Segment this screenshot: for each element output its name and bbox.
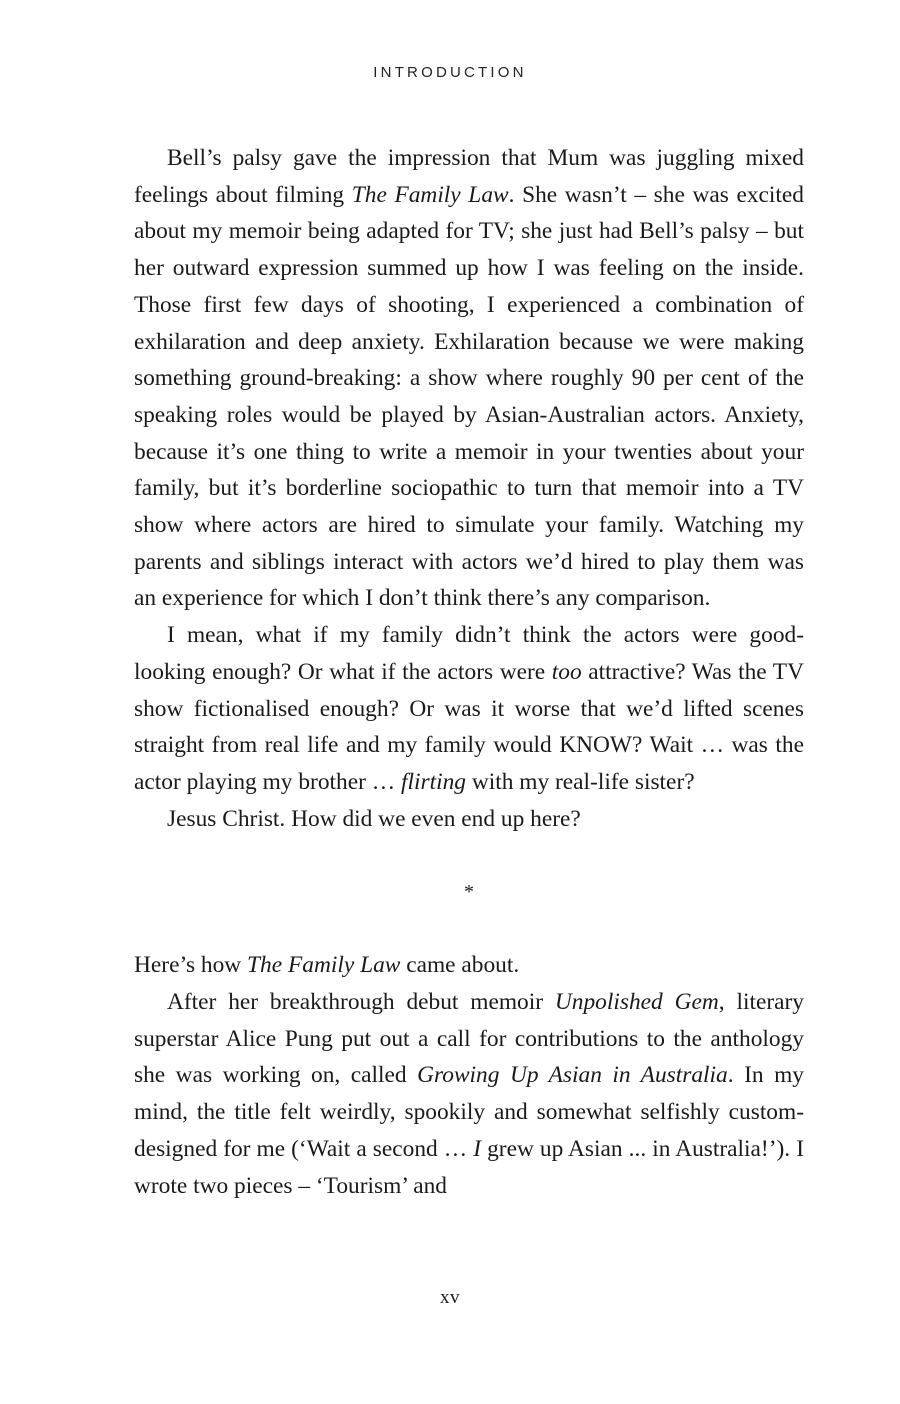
book-title: The Family Law [247,952,401,979]
text-run: I mean, what if my family didn’t think the actors were good-looking enough? Or what if the actors were [134,622,804,685]
text-run: with my real-life sister? [465,768,695,795]
body-text [134,140,804,1204]
text-run: . In my mind, the title felt weirdly, spookily and somewhat selfishly custom-designed for me (‘Wait a second … [134,1062,804,1162]
book-title: The Family Law [351,181,509,208]
emphasis: flirting [400,768,466,795]
paragraph-1 [134,140,804,617]
paragraph-5 [134,984,804,1204]
paragraph-4 [134,947,804,984]
text-run: attractive? Was the TV show fictionalised enough? Or was it worse that we’d lifted scenes straight from real life and my family would KNOW? Wait … was the actor playing my brother … [134,658,804,795]
text-run: . She wasn’t – she was excited about my memoir being adapted for TV; she just had Bell’s palsy – but her outward expression summed up how I was feeling on the inside. Those first few days of shooting, I experienced a combination of exhilaration and deep anxiety. Exhilaration because we were making something ground-breaking: a show where roughly 90 per cent of the speaking roles would be played by Asian-Australian actors. Anxiety, because it’s one thing to write a memoir in your twenties about your family, but it’s borderline sociopathic to turn that memoir into a TV show where actors are hired to simulate your family. Watching my parents and siblings interact with actors we’d hired to play them was an experience for which I don’t think there’s any comparison. [134,181,804,612]
book-title: Unpolished Gem [554,989,719,1016]
text-run: Here’s how [134,952,248,979]
text-run: , literary superstar Alice Pung put out a call for contributions to the anthology she was working on, called [134,989,804,1089]
text-run: After her breakthrough debut memoir [167,989,555,1016]
text-run: came about. [400,952,520,979]
book-title: Growing Up Asian in Australia [417,1062,728,1089]
running-head: INTRODUCTION [373,64,527,81]
text-run: grew up Asian ... in Australia!’). I wrote two pieces – ‘Tourism’ and [134,1135,804,1199]
paragraph-3: Jesus Christ. How did we even end up here? [167,805,581,832]
scene-break: * [464,881,474,904]
paragraph-2 [134,617,804,801]
text-run: Bell’s palsy gave the impression that Mum was juggling mixed feelings about filming [134,145,804,208]
emphasis: I [473,1135,482,1162]
emphasis: too [551,658,582,685]
page-number: xv [440,1287,460,1308]
